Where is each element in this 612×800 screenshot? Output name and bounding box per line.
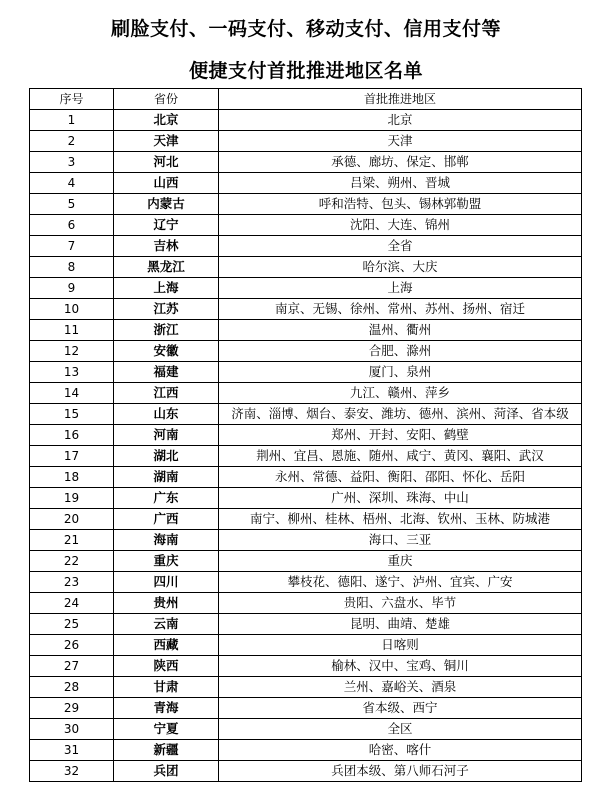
row-province: 四川 <box>114 572 219 593</box>
row-areas: 上海 <box>219 278 582 299</box>
header-index: 序号 <box>30 89 114 110</box>
row-province: 上海 <box>114 278 219 299</box>
row-index: 18 <box>30 467 114 488</box>
table-row <box>30 509 582 530</box>
row-province: 西藏 <box>114 635 219 656</box>
row-province: 云南 <box>114 614 219 635</box>
row-province: 河南 <box>114 425 219 446</box>
table-body <box>30 110 582 782</box>
row-areas: 哈密、喀什 <box>219 740 582 761</box>
row-index: 6 <box>30 215 114 236</box>
regions-table <box>29 88 582 782</box>
table-row <box>30 299 582 320</box>
table-row <box>30 530 582 551</box>
table-row <box>30 446 582 467</box>
row-index: 11 <box>30 320 114 341</box>
row-province: 甘肃 <box>114 677 219 698</box>
row-index: 21 <box>30 530 114 551</box>
row-province: 湖南 <box>114 467 219 488</box>
row-index: 16 <box>30 425 114 446</box>
table-row <box>30 488 582 509</box>
row-province: 山东 <box>114 404 219 425</box>
table-row <box>30 425 582 446</box>
table-row <box>30 215 582 236</box>
table-row <box>30 320 582 341</box>
row-index: 23 <box>30 572 114 593</box>
row-areas: 贵阳、六盘水、毕节 <box>219 593 582 614</box>
row-index: 26 <box>30 635 114 656</box>
table-row <box>30 194 582 215</box>
row-index: 28 <box>30 677 114 698</box>
table-row <box>30 719 582 740</box>
table-row <box>30 383 582 404</box>
row-index: 13 <box>30 362 114 383</box>
row-areas: 攀枝花、德阳、遂宁、泸州、宜宾、广安 <box>219 572 582 593</box>
table-row <box>30 614 582 635</box>
row-province: 江苏 <box>114 299 219 320</box>
row-province: 青海 <box>114 698 219 719</box>
row-province: 浙江 <box>114 320 219 341</box>
row-areas: 天津 <box>219 131 582 152</box>
table-row <box>30 278 582 299</box>
row-index: 19 <box>30 488 114 509</box>
row-index: 12 <box>30 341 114 362</box>
row-index: 14 <box>30 383 114 404</box>
table-row <box>30 593 582 614</box>
table-row <box>30 341 582 362</box>
title-line-1: 刷脸支付、一码支付、移动支付、信用支付等 <box>110 18 501 40</box>
table-row <box>30 173 582 194</box>
row-province: 陕西 <box>114 656 219 677</box>
row-province: 海南 <box>114 530 219 551</box>
row-areas: 厦门、泉州 <box>219 362 582 383</box>
row-index: 10 <box>30 299 114 320</box>
row-index: 15 <box>30 404 114 425</box>
table-row <box>30 761 582 782</box>
table-row <box>30 677 582 698</box>
row-index: 9 <box>30 278 114 299</box>
header-areas: 首批推进地区 <box>219 89 582 110</box>
row-areas: 昆明、曲靖、楚雄 <box>219 614 582 635</box>
row-province: 新疆 <box>114 740 219 761</box>
row-index: 25 <box>30 614 114 635</box>
table-row <box>30 236 582 257</box>
table-row <box>30 572 582 593</box>
row-areas: 济南、淄博、烟台、泰安、潍坊、德州、滨州、菏泽、省本级 <box>219 404 582 425</box>
row-areas: 北京 <box>219 110 582 131</box>
row-index: 7 <box>30 236 114 257</box>
row-province: 宁夏 <box>114 719 219 740</box>
row-province: 黑龙江 <box>114 257 219 278</box>
row-index: 4 <box>30 173 114 194</box>
table-row <box>30 362 582 383</box>
row-areas: 郑州、开封、安阳、鹤壁 <box>219 425 582 446</box>
row-areas: 全区 <box>219 719 582 740</box>
row-areas: 南京、无锡、徐州、常州、苏州、扬州、宿迁 <box>219 299 582 320</box>
table-header-row <box>30 89 582 110</box>
row-province: 湖北 <box>114 446 219 467</box>
row-index: 1 <box>30 110 114 131</box>
row-areas: 兰州、嘉峪关、酒泉 <box>219 677 582 698</box>
row-index: 30 <box>30 719 114 740</box>
table-row <box>30 656 582 677</box>
row-areas: 海口、三亚 <box>219 530 582 551</box>
row-areas: 省本级、西宁 <box>219 698 582 719</box>
row-province: 福建 <box>114 362 219 383</box>
row-province: 兵团 <box>114 761 219 782</box>
row-index: 17 <box>30 446 114 467</box>
table-row <box>30 551 582 572</box>
row-index: 2 <box>30 131 114 152</box>
row-index: 8 <box>30 257 114 278</box>
row-province: 天津 <box>114 131 219 152</box>
row-areas: 日喀则 <box>219 635 582 656</box>
row-province: 重庆 <box>114 551 219 572</box>
header-province: 省份 <box>114 89 219 110</box>
table-row <box>30 110 582 131</box>
table-row <box>30 152 582 173</box>
row-index: 27 <box>30 656 114 677</box>
row-index: 3 <box>30 152 114 173</box>
row-province: 贵州 <box>114 593 219 614</box>
row-province: 山西 <box>114 173 219 194</box>
table-row <box>30 698 582 719</box>
row-areas: 九江、赣州、萍乡 <box>219 383 582 404</box>
row-areas: 哈尔滨、大庆 <box>219 257 582 278</box>
row-index: 20 <box>30 509 114 530</box>
row-areas: 沈阳、大连、锦州 <box>219 215 582 236</box>
table-row <box>30 740 582 761</box>
row-areas: 呼和浩特、包头、锡林郭勒盟 <box>219 194 582 215</box>
row-areas: 榆林、汉中、宝鸡、铜川 <box>219 656 582 677</box>
row-province: 河北 <box>114 152 219 173</box>
table-row <box>30 404 582 425</box>
row-index: 22 <box>30 551 114 572</box>
row-index: 24 <box>30 593 114 614</box>
row-province: 辽宁 <box>114 215 219 236</box>
row-index: 29 <box>30 698 114 719</box>
row-areas: 承德、廊坊、保定、邯郸 <box>219 152 582 173</box>
row-province: 吉林 <box>114 236 219 257</box>
table-row <box>30 467 582 488</box>
row-province: 江西 <box>114 383 219 404</box>
title-line-2: 便捷支付首批推进地区名单 <box>188 60 423 82</box>
table-row <box>30 257 582 278</box>
row-areas: 合肥、滁州 <box>219 341 582 362</box>
row-index: 31 <box>30 740 114 761</box>
row-index: 32 <box>30 761 114 782</box>
row-areas: 兵团本级、第八师石河子 <box>219 761 582 782</box>
row-areas: 荆州、宜昌、恩施、随州、咸宁、黄冈、襄阳、武汉 <box>219 446 582 467</box>
row-areas: 重庆 <box>219 551 582 572</box>
row-areas: 温州、衢州 <box>219 320 582 341</box>
row-areas: 吕梁、朔州、晋城 <box>219 173 582 194</box>
row-province: 广西 <box>114 509 219 530</box>
row-province: 安徽 <box>114 341 219 362</box>
row-areas: 广州、深圳、珠海、中山 <box>219 488 582 509</box>
row-province: 北京 <box>114 110 219 131</box>
row-areas: 全省 <box>219 236 582 257</box>
row-index: 5 <box>30 194 114 215</box>
row-province: 内蒙古 <box>114 194 219 215</box>
table-row <box>30 635 582 656</box>
row-province: 广东 <box>114 488 219 509</box>
row-areas: 永州、常德、益阳、衡阳、邵阳、怀化、岳阳 <box>219 467 582 488</box>
table-row <box>30 131 582 152</box>
row-areas: 南宁、柳州、桂林、梧州、北海、钦州、玉林、防城港 <box>219 509 582 530</box>
